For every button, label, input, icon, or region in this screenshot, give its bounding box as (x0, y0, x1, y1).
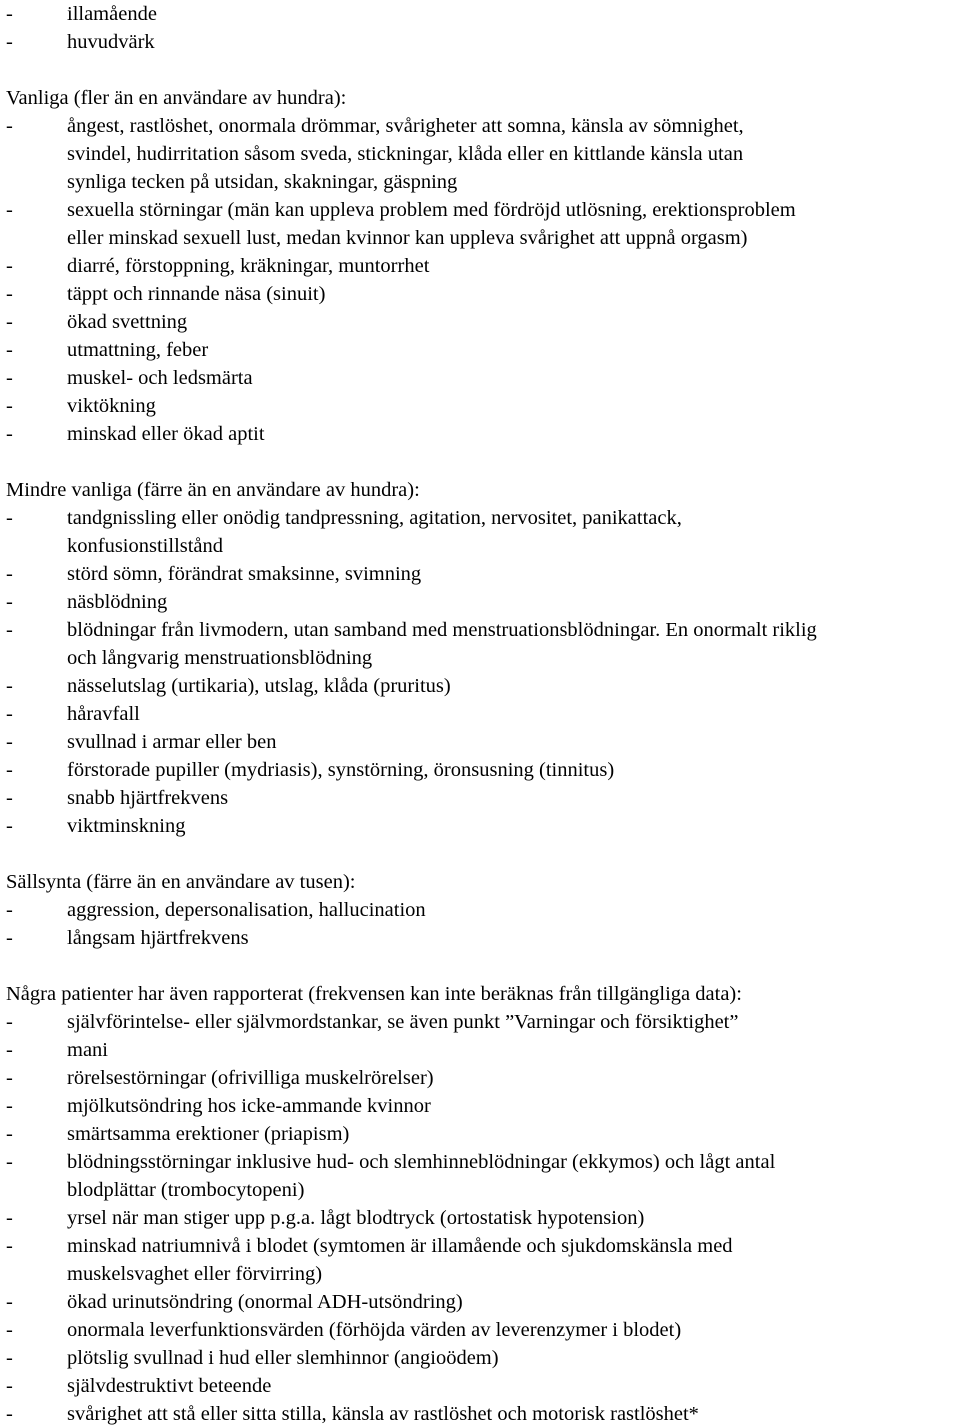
list-item-line (6, 896, 960, 924)
bullet-dash: - (6, 1403, 13, 1425)
bullet-dash: - (6, 395, 13, 417)
bullet-dash: - (6, 311, 13, 333)
list-item (6, 280, 960, 308)
list-item-line (6, 1148, 960, 1176)
list-item-text: illamående (67, 3, 157, 25)
list-item (6, 112, 960, 196)
list-item (6, 756, 960, 784)
list-item-text: synliga tecken på utsidan, skakningar, gäspning (67, 171, 458, 193)
list-item (6, 728, 960, 756)
bullet-dash: - (6, 563, 13, 585)
document-page (6, 0, 960, 1428)
list-item-text: blödningar från livmodern, utan samband med menstruationsblödningar. En onormalt riklig (67, 619, 817, 641)
list-item (6, 1372, 960, 1400)
list-item-text: blödningsstörningar inklusive hud- och slemhinneblödningar (ekkymos) och lågt antal (67, 1151, 776, 1173)
list-item-text: viktökning (67, 395, 156, 417)
bullet-dash: - (6, 367, 13, 389)
list-item (6, 1064, 960, 1092)
list-item-line (6, 364, 960, 392)
list-item-line (6, 924, 960, 952)
list-item (6, 1092, 960, 1120)
list-item-line (6, 672, 960, 700)
bullet-dash: - (6, 899, 13, 921)
list-item-line (6, 336, 960, 364)
bullet-dash: - (6, 1039, 13, 1061)
list-item (6, 308, 960, 336)
bullet-dash: - (6, 255, 13, 277)
bullet-dash: - (6, 1375, 13, 1397)
list-item-text: mani (67, 1039, 108, 1061)
bullet-dash: - (6, 675, 13, 697)
bullet-dash: - (6, 1207, 13, 1229)
list-item-text: ökad svettning (67, 311, 188, 333)
bullet-dash: - (6, 1347, 13, 1369)
bullet-dash: - (6, 591, 13, 613)
list-item-text: plötslig svullnad i hud eller slemhinnor (angioödem) (67, 1347, 499, 1369)
list-item-line (6, 1204, 960, 1232)
section-heading: Vanliga (fler än en användare av hundra): (6, 87, 347, 109)
list-item-text: håravfall (67, 703, 140, 725)
list-item-text: diarré, förstoppning, kräkningar, muntorrhet (67, 255, 430, 277)
list-item-text: tandgnissling eller onödig tandpressning, agitation, nervositet, panikattack, (67, 507, 682, 529)
list-item-text: yrsel när man stiger upp p.g.a. lågt blodtryck (ortostatisk hypotension) (67, 1207, 645, 1229)
bullet-dash: - (6, 1151, 13, 1173)
paragraph-gap (6, 448, 960, 476)
list-item-line (6, 280, 960, 308)
side-effect-list (6, 504, 960, 840)
list-item-text: aggression, depersonalisation, hallucination (67, 899, 426, 921)
list-item-line (6, 140, 960, 168)
list-item (6, 252, 960, 280)
list-item-line (6, 1260, 960, 1288)
list-item-text: viktminskning (67, 815, 186, 837)
bullet-dash: - (6, 283, 13, 305)
list-item-line (6, 252, 960, 280)
list-item-text: störd sömn, förändrat smaksinne, svimning (67, 563, 422, 585)
list-item (6, 1316, 960, 1344)
list-item-line (6, 644, 960, 672)
list-item-line (6, 812, 960, 840)
bullet-dash: - (6, 1319, 13, 1341)
list-item-text: snabb hjärtfrekvens (67, 787, 229, 809)
list-item-line (6, 168, 960, 196)
list-item-line (6, 1316, 960, 1344)
bullet-dash: - (6, 927, 13, 949)
bullet-dash: - (6, 703, 13, 725)
list-item (6, 336, 960, 364)
bullet-dash: - (6, 787, 13, 809)
list-item-line (6, 28, 960, 56)
list-item-line (6, 1036, 960, 1064)
list-item (6, 1232, 960, 1288)
list-item (6, 0, 960, 28)
list-item-line (6, 392, 960, 420)
list-item-text: ökad urinutsöndring (onormal ADH-utsöndring) (67, 1291, 463, 1313)
list-item (6, 672, 960, 700)
bullet-dash: - (6, 1067, 13, 1089)
list-item-line (6, 196, 960, 224)
list-item-line (6, 1288, 960, 1316)
bullet-dash: - (6, 423, 13, 445)
list-item-text: svindel, hudirritation såsom sveda, stickningar, klåda eller en kittlande känsla utan (67, 143, 744, 165)
list-item (6, 364, 960, 392)
bullet-dash: - (6, 1011, 13, 1033)
bullet-dash: - (6, 619, 13, 641)
list-item-line (6, 532, 960, 560)
intro-list (6, 0, 960, 56)
list-item-text: muskelsvaghet eller förvirring) (67, 1263, 323, 1285)
section-heading: Några patienter har även rapporterat (frekvensen kan inte beräknas från tillgängliga data): (6, 983, 742, 1005)
list-item-line (6, 224, 960, 252)
bullet-dash: - (6, 199, 13, 221)
list-item (6, 504, 960, 560)
list-item-line (6, 560, 960, 588)
list-item (6, 1400, 960, 1428)
list-item-text: nässelutslag (urtikaria), utslag, klåda (pruritus) (67, 675, 451, 697)
list-item-line (6, 112, 960, 140)
list-item-text: långsam hjärtfrekvens (67, 927, 249, 949)
list-item-line (6, 728, 960, 756)
list-item-text: eller minskad sexuell lust, medan kvinnor kan uppleva svårighet att uppnå orgasm) (67, 227, 748, 249)
list-item-line (6, 616, 960, 644)
section-frequency-group (6, 476, 960, 840)
list-item-text: förstorade pupiller (mydriasis), synstörning, öronsusning (tinnitus) (67, 759, 615, 781)
list-item-text: onormala leverfunktionsvärden (förhöjda värden av leverenzymer i blodet) (67, 1319, 682, 1341)
side-effect-list (6, 896, 960, 952)
list-item-text: minskad natriumnivå i blodet (symtomen är illamående och sjukdomskänsla med (67, 1235, 733, 1257)
list-item-text: konfusionstillstånd (67, 535, 224, 557)
list-item (6, 1008, 960, 1036)
list-item-text: sexuella störningar (män kan uppleva problem med fördröjd utlösning, erektionsproblem (67, 199, 796, 221)
list-item-text: ångest, rastlöshet, onormala drömmar, svårigheter att somna, känsla av sömnighet, (67, 115, 744, 137)
list-item (6, 560, 960, 588)
list-item-line (6, 1372, 960, 1400)
bullet-dash: - (6, 31, 13, 53)
bullet-dash: - (6, 339, 13, 361)
list-item-line (6, 1064, 960, 1092)
list-item-line (6, 1092, 960, 1120)
list-item (6, 1036, 960, 1064)
side-effect-list (6, 1008, 960, 1428)
paragraph-gap (6, 56, 960, 84)
list-item-line (6, 756, 960, 784)
list-item (6, 1204, 960, 1232)
list-item-text: rörelsestörningar (ofrivilliga muskelrörelser) (67, 1067, 434, 1089)
section-frequency-group (6, 868, 960, 952)
list-item (6, 896, 960, 924)
list-item-text: smärtsamma erektioner (priapism) (67, 1123, 350, 1145)
bullet-dash: - (6, 1291, 13, 1313)
list-item (6, 616, 960, 672)
list-item-text: muskel- och ledsmärta (67, 367, 253, 389)
list-item-text: utmattning, feber (67, 339, 209, 361)
list-item-line (6, 504, 960, 532)
section-frequency-group (6, 84, 960, 448)
list-item-line (6, 1232, 960, 1260)
list-item-text: självdestruktivt beteende (67, 1375, 272, 1397)
bullet-dash: - (6, 115, 13, 137)
list-item-line (6, 0, 960, 28)
list-item-text: täppt och rinnande näsa (sinuit) (67, 283, 326, 305)
list-item-text: blodplättar (trombocytopeni) (67, 1179, 305, 1201)
section-heading: Sällsynta (färre än en användare av tusen): (6, 871, 356, 893)
list-item (6, 924, 960, 952)
list-item-line (6, 784, 960, 812)
bullet-dash: - (6, 1235, 13, 1257)
list-item-text: självförintelse- eller självmordstankar, se även punkt ”Varningar och försiktighet” (67, 1011, 739, 1033)
list-item (6, 588, 960, 616)
list-item (6, 784, 960, 812)
bullet-dash: - (6, 759, 13, 781)
list-item-line (6, 1400, 960, 1428)
list-item-line (6, 1344, 960, 1372)
list-item (6, 28, 960, 56)
list-item-line (6, 308, 960, 336)
list-item (6, 392, 960, 420)
bullet-dash: - (6, 507, 13, 529)
list-item-text: och långvarig menstruationsblödning (67, 647, 373, 669)
list-item-text: mjölkutsöndring hos icke-ammande kvinnor (67, 1095, 431, 1117)
list-item (6, 700, 960, 728)
paragraph-gap (6, 952, 960, 980)
bullet-dash: - (6, 3, 13, 25)
list-item-line (6, 1176, 960, 1204)
list-item-line (6, 700, 960, 728)
list-item-text: huvudvärk (67, 31, 155, 53)
list-item-line (6, 588, 960, 616)
list-item (6, 420, 960, 448)
section-frequency-group (6, 980, 960, 1428)
list-item-text: svullnad i armar eller ben (67, 731, 277, 753)
section-heading: Mindre vanliga (färre än en användare av hundra): (6, 479, 420, 501)
bullet-dash: - (6, 1095, 13, 1117)
list-item-line (6, 1008, 960, 1036)
paragraph-gap (6, 840, 960, 868)
list-item-text: svårighet att stå eller sitta stilla, känsla av rastlöshet och motorisk rastlöshet* (67, 1403, 699, 1425)
list-item-text: minskad eller ökad aptit (67, 423, 265, 445)
side-effect-list (6, 112, 960, 448)
list-item (6, 1148, 960, 1204)
list-item (6, 812, 960, 840)
bullet-dash: - (6, 731, 13, 753)
list-item (6, 1288, 960, 1316)
list-item-line (6, 1120, 960, 1148)
bullet-dash: - (6, 815, 13, 837)
list-item (6, 1344, 960, 1372)
list-item-text: näsblödning (67, 591, 168, 613)
list-item (6, 1120, 960, 1148)
list-item (6, 196, 960, 252)
bullet-dash: - (6, 1123, 13, 1145)
list-item-line (6, 420, 960, 448)
